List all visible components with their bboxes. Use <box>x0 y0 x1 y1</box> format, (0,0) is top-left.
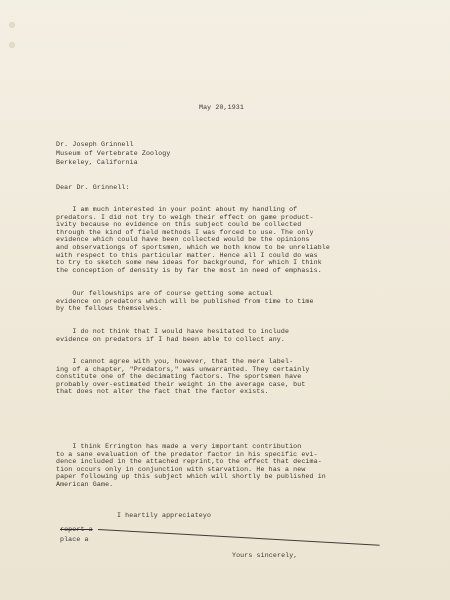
paragraph-line: evidence on predators if I had been able to collect any. <box>56 335 285 343</box>
paragraph-line: Our fellowships are of course getting some actual <box>56 290 273 297</box>
paragraph-5 <box>56 443 326 489</box>
paragraph-line: ing of a chapter, "Predators," was unwarranted. They certainly <box>56 365 310 373</box>
paragraph-line: evidence which could have been collected would be the opinions <box>56 236 310 244</box>
paragraph-line: I think Errington has made a very important contribution <box>56 443 302 450</box>
margin-word: place a <box>60 536 89 543</box>
recipient-city: Berkeley, California <box>56 159 138 166</box>
paragraph-3 <box>56 328 289 343</box>
paragraph-line: constitute one of the decimating factors. The sportsmen have <box>56 373 302 381</box>
paragraph-line: paper following up this subject which will shortly be published in <box>56 473 326 481</box>
paragraph-line: to a sane evaluation of the predator factor in his specific evi- <box>56 450 318 458</box>
paragraph-line: ivity because no evidence on this subject could be collected <box>56 221 302 229</box>
paragraph-line: to try to sketch some new ideas for background, for which I think <box>56 259 322 267</box>
paragraph-line: I am much interested in your point about my handling of <box>56 206 298 213</box>
paragraph-line: the conception of density is by far the most in need of emphasis. <box>56 266 322 274</box>
pencil-stroke <box>98 529 380 546</box>
paragraph-line: with respect to this particular matter. Hence all I could do was <box>56 251 318 259</box>
paragraph-line: that does not alter the fact that the factor exists. <box>56 388 269 396</box>
paragraph-2 <box>56 290 314 313</box>
paragraph-4 <box>56 358 310 396</box>
closing-line: I heartily appreciateyo <box>117 512 212 519</box>
paragraph-line: I do not think that I would have hesitated to include <box>56 328 290 335</box>
paragraph-line: tion occurs only in conjunction with starvation. He has a new <box>56 465 306 473</box>
paragraph-line: American Game. <box>56 480 114 488</box>
paragraph-line: through the kind of field methods I was forced to use. The only <box>56 228 314 236</box>
punch-holes <box>9 22 15 62</box>
salutation: Dear Dr. Grinnell: <box>56 184 130 191</box>
paragraph-line: predators. I did not try to weigh their effect on game product- <box>56 213 314 221</box>
signoff: Yours sincerely, <box>232 552 298 559</box>
recipient-name: Dr. Joseph Grinnell <box>56 141 134 148</box>
punch-hole <box>9 42 15 48</box>
punch-hole <box>9 22 15 28</box>
paragraph-line: by the fellows themselves. <box>56 305 163 313</box>
letter-date: May 20,1931 <box>199 104 244 111</box>
paragraph-line: evidence on predators which will be published from time to time <box>56 297 314 305</box>
paragraph-line: probably over-estimated their weight in the average case, but <box>56 380 306 388</box>
paragraph-line: dence included in the attached reprint,to the effect that decima- <box>56 458 322 466</box>
recipient-institution: Museum of Vertebrate Zoology <box>56 150 171 157</box>
paragraph-1 <box>56 206 330 274</box>
paragraph-line: I cannot agree with you, however, that the mere label- <box>56 358 294 365</box>
struck-word: report a <box>60 526 93 533</box>
paragraph-line: and observationgs of sportsmen, which we both know to be unreliable <box>56 243 330 251</box>
